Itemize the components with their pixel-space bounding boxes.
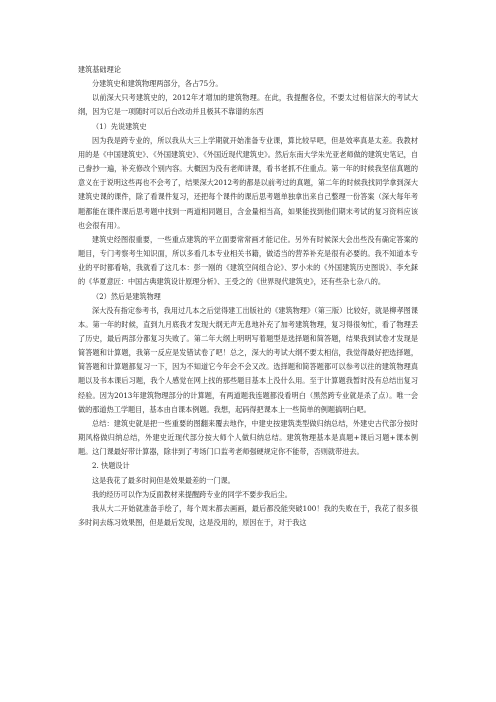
paragraph: 我从大二开始就准备手绘了，每个周末都去画画，最后都没能突破100！我的失败在于，我花了很多很多时间去练习效果图，但是最后发现，这是没用的，原因在于，对于我这 (78, 503, 418, 527)
section-heading: （1）先说建筑史 (92, 121, 147, 131)
paragraph: 总结：建筑史就是把一些重要的图翻来覆去地作，中建史按建筑类型做归纳总结，外建史古代部分按时期风格做归纳总结，外建史近现代部分按大师个人做归纳总结。建筑物理基本是真题+课后习题+课本例题。这门课最好带计算器，除非到了考场门口监考老师强硬规定你不能带，否则就带进去。 (78, 418, 418, 457)
paragraph: 这是我花了最多时间但是效果最差的一门课。 (92, 475, 235, 485)
section-heading: 2. 快题设计 (92, 461, 130, 471)
paragraph: 我的经历可以作为反面教材来提醒跨专业的同学不要步我后尘。 (92, 489, 292, 499)
paragraph: 以前深大只考建筑史的，2012年才增加的建筑物理。在此，我提醒各位，不要太过相信深大的考试大纲，因为它是一项随时可以后台改动并且极其不靠谱的东西 (78, 93, 418, 117)
document-title: 建筑基础理论 (78, 65, 121, 74)
paragraph: 建筑史经图很重要，一些重点建筑的平立面要常常画才能记住。另外有时候深大会出些没有确定答案的题目，专门考察考生知识面，所以多看几本专业相关书籍，做适当的营养补充是很有必要的。我不知道本专业的平时都看啥，我就看了这几本：彭一刚的《建筑空间组合论》、罗小未的《外国建筑历史图说》、李允鉌的《华夏意匠：中国古典建筑设计原理分析》、王受之的《世界现代建筑史》，还有些杂七杂八的。 (78, 234, 418, 287)
paragraph: 分建筑史和建筑物理两部分，各占75分。 (92, 79, 223, 89)
paragraph: 因为我是跨专业的，所以我从大三上学期就开始准备专业课，算比较早吧，但是效率真是太差。我教材用的是《中国建筑史》、《外国建筑史》、《外国近现代建筑史》。然后东南大学朱光亚老师做的建筑史笔记，自己誊抄一遍，补充修改个别内容。大概因为没有老师讲课，看书老抓不住重点。第一年的时候我坚信真题的意义在于说明这些再也不会考了，结果深大2012考的都是以前考过的真题，第二年的时候我找同学拿到深大建筑史课的课件，除了看课件复习，还把每个课件的课后思考题单独拿出来自己整理一份答案（深大每年考题都能在课件课后思考题中找到一两道相同题目，含金量相当高，如果能找到他们期末考试的复习资料应该也会很有用）。 (78, 135, 418, 230)
paragraph: 深大没有指定参考书，我用过几本之后觉得建工出版社的《建筑物理》（第三版）比较好，就是柳孝图课本。第一年的时候，直到九月底我才发现大纲无声无息地补充了加考建筑物理，复习得很匆忙，看了物理丢了历史，最后两部分都复习失败了。第二年大纲上明明写着题型是选择题和简答题，结果我到试卷才发现是简答题和计算题，我第一反应是发错试卷了吧！总之，深大的考试大纲不要太相信，我觉得最好把选择题，简答题和计算题都复习一下，因为不知道它今年会不会又改。选择题和简答题都可以参考以往的建筑物理真题以及书本课后习题，我个人感觉在网上找的那些题目基本上没什么用。至于计算题我暂时没有总结出复习经验。因为2013年建筑物理部分的计算题，有两道题我连题都没看明白（黑然跨专业就是杀了点）。唯一会做的那道热工学题目，基本由自课本例题。我想，起码得把课本上一些简单的例题搞明白吧。 (78, 305, 418, 414)
section-heading: （2）然后是建筑物理 (92, 291, 161, 301)
